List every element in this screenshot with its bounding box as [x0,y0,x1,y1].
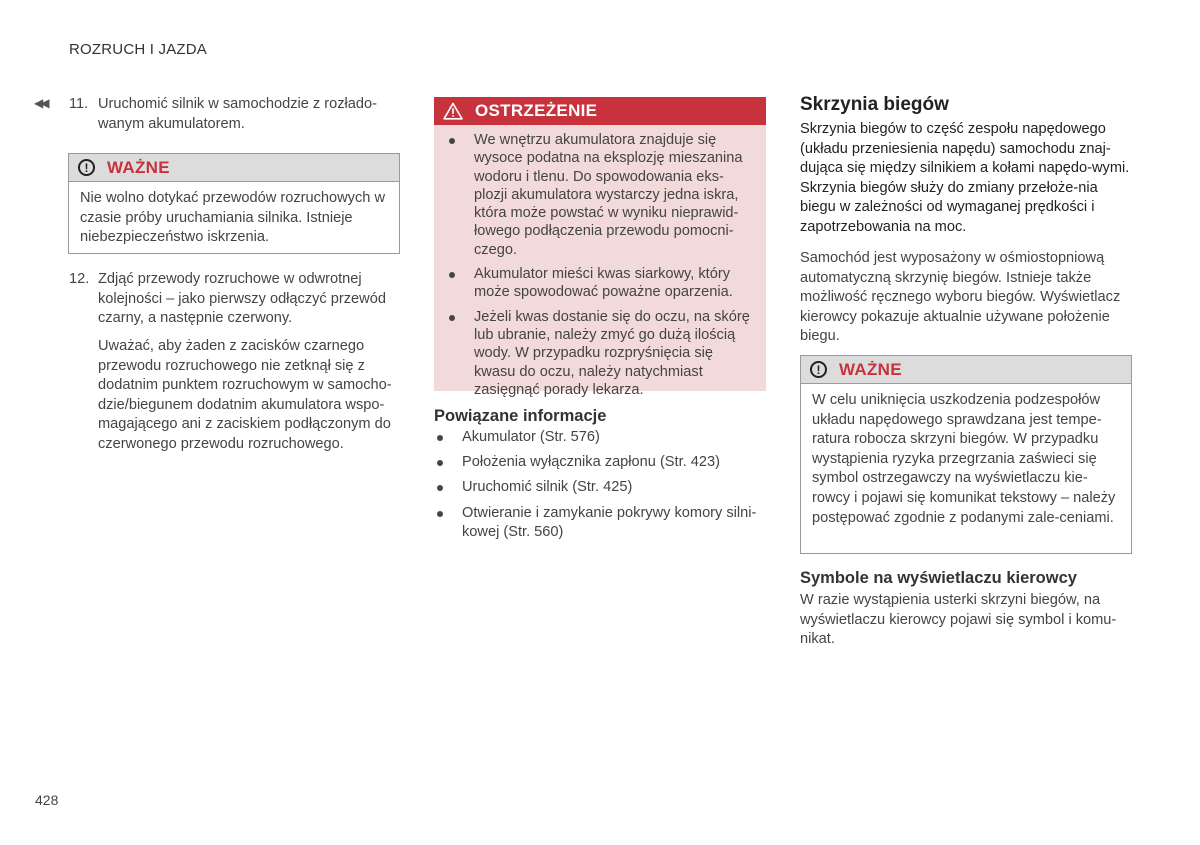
exclamation-circle-icon: ! [810,361,827,378]
notice-title: WAŻNE [839,359,902,379]
symbols-heading: Symbole na wyświetlaczu kierowcy [800,569,1077,587]
notice-text: Nie wolno dotykać przewodów rozruchowych w czasie próby uruchamiania silnika. Istnieje niebezpieczeństwo iskrzenia. [80,190,385,246]
warning-title: OSTRZEŻENIE [475,101,598,120]
step-text: Uruchomić silnik w samochodzie z rozłado-wanym akumulatorem. [98,96,377,132]
notice-header [801,356,1131,384]
warning-item: We wnętrzu akumulatora znajduje się wysoce podatna na eksplozję mieszanina wodoru i tlenu. Do spowodowania eks-plozji akumulatora wystarczy jedna iskra, która może powstać w wyniku nieprawid-łowego podłączenia przewodu pomocni-czego. [446,131,756,259]
exclamation-circle-icon: ! [78,159,95,176]
notice-title: WAŻNE [107,157,170,177]
page-number: 428 [35,792,59,808]
warning-triangle-icon [443,102,463,120]
section-lead: Skrzynia biegów to część zespołu napędowego (układu przeniesienia napędu) samochodu znaj-dująca się między silnikiem a kołami napędo-wymi. Skrzynia biegów służy do zmiany przełoże-nia biegu w zależności od wymaganej prędkości i zapotrzebowania na moc. [800,121,1130,235]
related-info-list [434,428,764,548]
page-header-title: ROZRUCH I JAZDA [69,41,207,58]
step-12-note: Uważać, aby żaden z zacisków czarnego przewodu rozruchowego nie zetknął się z dodatnim punktem rozruchowym w samocho-dzie/biegunem dodatnim akumulatora wspo-magającego ani z zaciskiem podłączonym do czerwonego przewodu rozruchowego. [98,338,392,452]
warning-box [434,97,766,398]
section-heading: Skrzynia biegów [800,94,949,115]
warning-item: Jeżeli kwas dostanie się do oczu, na skórę lub ubranie, należy zmyć go dużą ilością wody. W przypadku rozpryśnięcia się kwasu do oczu, należy natychmiast zasięgnąć porady lekarza. [446,308,756,399]
related-link[interactable]: Położenia wyłącznika zapłonu (Str. 423) [434,453,764,473]
warning-header [434,97,766,125]
notice-text: W celu uniknięcia uszkodzenia podzespołów układu napędowego sprawdzana jest tempe-ratura robocza skrzyni biegów. W przypadku wystąpienia ryzyka przegrzania zaświeci się symbol ostrzegawczy na wyświetlaczu kie-rowcy i pojawi się komunikat tekstowy – należy postępować zgodnie z podanymi zale-ceniami. [812,392,1116,526]
step-number: 11. [69,96,89,112]
step-11 [69,95,385,134]
warning-item: Akumulator mieści kwas siarkowy, który może spowodować poważne oparzenia. [446,265,756,302]
important-notice [800,355,1132,554]
step-12 [69,270,391,329]
step-text: Zdjąć przewody rozruchowe w odwrotnej kolejności – jako pierwszy odłączyć przewód czarny, a następnie czerwony. [98,271,386,327]
step-number: 12. [69,271,90,287]
notice-header [69,154,399,182]
related-link[interactable]: Otwieranie i zamykanie pokrywy komory silni-kowej (Str. 560) [434,504,764,543]
warning-list [446,131,756,399]
continued-rewind-icon: ◀◀ [34,96,47,110]
related-link[interactable]: Uruchomić silnik (Str. 425) [434,478,764,498]
important-notice [68,153,400,254]
section-paragraph: Samochód jest wyposażony w ośmiostopniową automatyczną skrzynię biegów. Istnieje także możliwość ręcznego wyboru biegów. Wyświetlacz kierowcy pokazuje aktualnie używane położenie biegu. [800,250,1121,345]
related-link[interactable]: Akumulator (Str. 576) [434,428,764,448]
warning-body [434,125,766,413]
related-info-heading: Powiązane informacje [434,407,607,425]
symbols-text: W razie wystąpienia usterki skrzyni biegów, na wyświetlaczu kierowcy pojawi się symbol i komu-nikat. [800,592,1117,648]
